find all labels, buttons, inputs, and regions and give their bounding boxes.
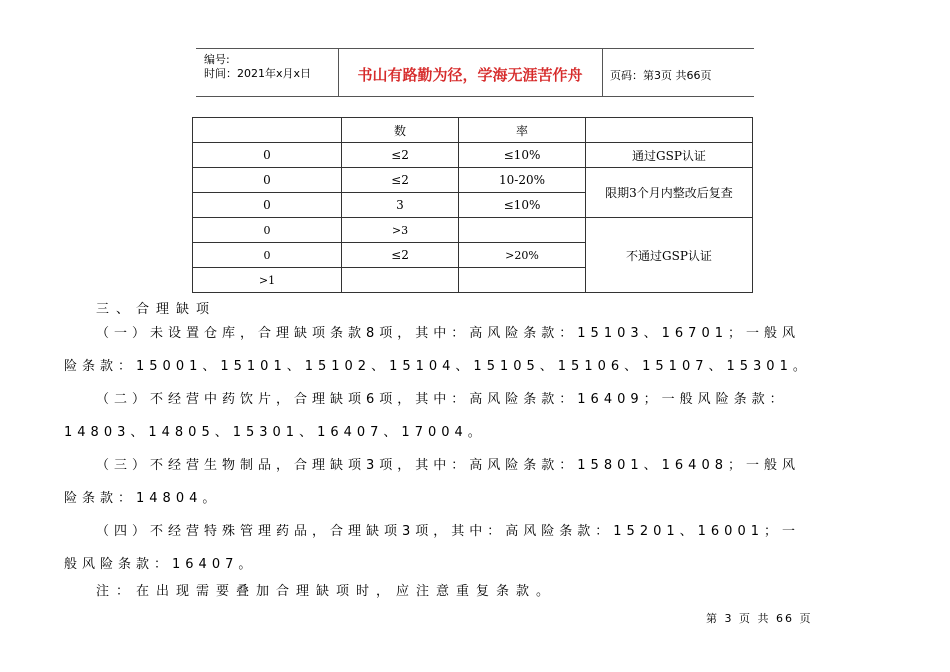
table-cell: 3	[342, 193, 459, 218]
section-title: 三、合理缺项	[96, 302, 217, 317]
table-cell: ≤10%	[459, 193, 586, 218]
table-cell: 0	[193, 168, 342, 193]
gsp-criteria-table	[192, 117, 753, 293]
page-label: 页码：第3页 共66页	[610, 69, 712, 82]
table-cell: 0	[193, 218, 342, 243]
table-row	[193, 118, 753, 143]
table-cell: ≤2	[342, 143, 459, 168]
paragraph-line: （三）不经营生物制品，合理缺项3项，其中：高风险条款：15801、16408；一般风	[96, 458, 800, 473]
table-cell: 率	[459, 118, 586, 143]
table-cell: ≤2	[342, 168, 459, 193]
paragraph-line: 险条款：15001、15101、15102、15104、15105、15106、15107、15301。	[64, 359, 811, 374]
header-left	[204, 53, 311, 81]
header-divider-2	[602, 49, 603, 96]
table-row	[193, 218, 753, 243]
motto: 书山有路勤为径，学海无涯苦作舟	[357, 66, 583, 84]
document-header	[196, 48, 754, 97]
result-rectify: 限期3个月内整改后复查	[586, 168, 753, 218]
table-cell	[459, 268, 586, 293]
result-pass: 通过GSP认证	[586, 143, 753, 168]
table-row	[193, 143, 753, 168]
time-label: 时间：2021年x月x日	[204, 67, 312, 80]
number-label: 编号:	[204, 53, 230, 66]
paragraph-line: 险条款：14804。	[64, 491, 221, 506]
table-cell: 数	[342, 118, 459, 143]
table-cell	[586, 118, 753, 143]
table-row	[193, 168, 753, 193]
table-cell	[342, 268, 459, 293]
page-footer: 第 3 页 共 66 页	[706, 612, 813, 625]
table-cell: >1	[193, 268, 342, 293]
table-cell: >3	[342, 218, 459, 243]
table-cell: 0	[193, 243, 342, 268]
paragraph-line: 般风险条款：16407。	[64, 557, 257, 572]
table-cell: 0	[193, 193, 342, 218]
note-line: 注：在出现需要叠加合理缺项时，应注意重复条款。	[96, 584, 557, 599]
table-cell	[193, 118, 342, 143]
table-cell: 0	[193, 143, 342, 168]
paragraph-line: 14803、14805、15301、16407、17004。	[64, 425, 486, 440]
paragraph-line: （一）未设置仓库，合理缺项条款8项，其中：高风险条款：15103、16701；一般风	[96, 326, 800, 341]
table-cell: ≤10%	[459, 143, 586, 168]
result-fail: 不通过GSP认证	[586, 218, 753, 293]
table-cell: 10-20%	[459, 168, 586, 193]
table-cell: ≤2	[342, 243, 459, 268]
table-cell: >20%	[459, 243, 586, 268]
table-cell	[459, 218, 586, 243]
paragraph-line: （四）不经营特殊管理药品，合理缺项3项，其中：高风险条款：15201、16001；一	[96, 524, 800, 539]
paragraph-line: （二）不经营中药饮片，合理缺项6项，其中：高风险条款：16409；一般风险条款：	[96, 392, 788, 407]
